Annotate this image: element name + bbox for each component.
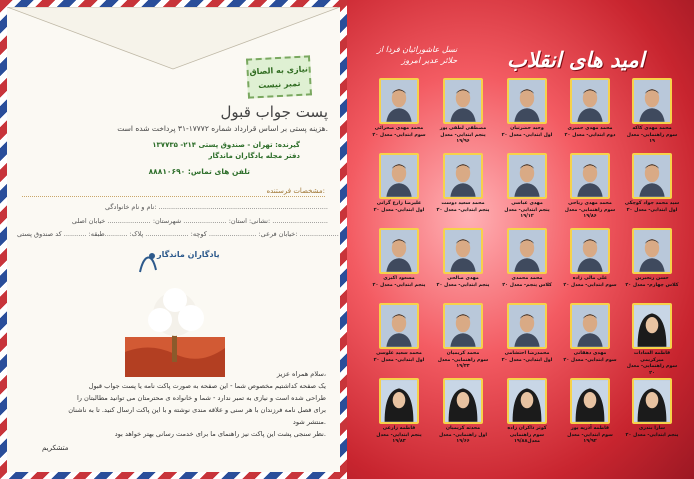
student-caption (624, 126, 680, 146)
student-caption (435, 126, 491, 146)
student-name: سارا بندری (638, 426, 666, 431)
student-caption (435, 201, 491, 214)
student-photo-boy-icon (570, 303, 610, 349)
student-caption (624, 201, 680, 214)
student-grade: پنجم ابتدایی- معدل ۲۰ (436, 282, 490, 288)
student-name: محمد سعید دوست (441, 201, 485, 206)
envelope-title: پست جواب قبول (220, 103, 328, 121)
student-grade: کلاس چهارم- معدل ۲۰ (625, 282, 679, 288)
student-row (369, 303, 691, 378)
student-photo-boy-icon (379, 228, 419, 274)
student-photo-boy-icon (570, 228, 610, 274)
student-caption (562, 351, 618, 364)
student-name: محمد مهدی ریاحی (568, 201, 612, 206)
student-row (369, 78, 691, 153)
students-page (347, 0, 694, 479)
student-name: علیرضا زارع گرانی (376, 201, 422, 206)
page-title: امید های انقلاب (507, 48, 645, 72)
student-grade: پنجم ابتدایی- معدل ۱۹/۹۶ (440, 132, 486, 144)
sender-street-field[interactable]: خیابان فرعی: ....................... کوچه: ..................... پلاک: ...........طبقه: ........... کد صندوق پستی: ................... (17, 230, 339, 238)
student-photo-boy-icon (570, 78, 610, 124)
student-grade: اول ابتدایی- معدل ۲۰ (373, 207, 425, 213)
student-name: مهدی عباسی (511, 201, 543, 206)
student-grade: سوم ابتدایی- معدل ۲۰ (563, 357, 617, 363)
student-photo-boy-icon (443, 228, 483, 274)
student-grade: سوم ابتدایی- معدل ۲۰ (372, 132, 426, 138)
student-photo-boy-icon (443, 153, 483, 199)
student-grade: پنجم ابتدایی- معدل ۲۰ (625, 432, 679, 438)
student-name: مهدی دهقانی (573, 351, 607, 356)
student-name: محمدرضا احتشامی (504, 351, 550, 356)
envelope-body (7, 7, 340, 472)
magazine-logo-text: یادگاران ماندگار (157, 250, 220, 259)
student-name: حسن رنجبرین (635, 276, 669, 281)
student-caption (435, 426, 491, 446)
sender-heading: مشخصات فرستنده: (22, 187, 325, 197)
student-caption (499, 126, 555, 139)
student-photo-boy-icon (507, 153, 547, 199)
student-photo-boy-icon (632, 153, 672, 199)
student-name: محمد مهدی حمیری (567, 126, 613, 131)
sender-name-field[interactable]: نام و نام خانوادگی: .................................................................................. (104, 203, 328, 211)
student-name: مصطفی لطفی پور (439, 126, 487, 131)
student-grade: اول راهنمایی- معدل ۱۹/۶۶ (438, 432, 488, 444)
student-name: مهدی صالحی (447, 276, 479, 281)
student-grade: اول ابتدایی- معدل ۲۰ (373, 357, 425, 363)
student-caption (499, 276, 555, 289)
student-caption (562, 426, 618, 446)
page-subtitle: نسل عاشورائیان فردا از حلائر عدیر امروز (377, 45, 458, 65)
student-photo-girl-icon (443, 378, 483, 424)
student-caption (562, 201, 618, 221)
student-photo-boy-icon (379, 78, 419, 124)
letter-signature: متشکریم (42, 444, 69, 452)
student-grade: دوم ابتدایی- معدل ۲۰ (564, 132, 616, 138)
student-photo-boy-icon (379, 153, 419, 199)
student-photo-boy-icon (507, 228, 547, 274)
student-photo-girl-icon (507, 378, 547, 424)
student-photo-girl-icon (632, 303, 672, 349)
student-grade: اول ابتدایی- معدل ۲۰ (501, 357, 553, 363)
recipient-address: گیرنده: تهران - صندوق پستی ۲۱۴- ۱۳۷۷۳۵ دفتر مجله یادگاران ماندگار (152, 141, 300, 160)
no-stamp-needed-badge: نیازی به الصاق تمبر نیست (246, 55, 312, 98)
student-name: فاطمه السادات میرکریمی (633, 351, 671, 363)
student-name: علی مالی زاده (572, 276, 608, 281)
student-caption (371, 201, 427, 214)
student-photo-boy-icon (632, 228, 672, 274)
student-photo-girl-icon (632, 378, 672, 424)
student-caption (371, 426, 427, 446)
student-grade: سوم راهنمایی معدل۱۹/۸۸ (509, 432, 545, 444)
student-photo-boy-icon (632, 78, 672, 124)
student-name: سید محمد جواد کوچکی (624, 201, 680, 206)
student-photo-girl-icon (570, 378, 610, 424)
student-photo-boy-icon (570, 153, 610, 199)
student-name: کوثر ذاکران زاده (507, 426, 547, 431)
students-grid (369, 78, 691, 453)
student-caption (499, 351, 555, 364)
student-photo-boy-icon (443, 303, 483, 349)
student-caption (371, 126, 427, 139)
contact-phone: تلفن های تماس: ۸۸۸۱۰۶۹۰ (148, 167, 250, 176)
student-photo-boy-icon (379, 303, 419, 349)
student-caption (435, 351, 491, 371)
student-grade: اول ابتدایی- معدل ۲۰ (626, 207, 678, 213)
student-caption (371, 351, 427, 364)
student-photo-girl-icon (379, 378, 419, 424)
student-grade: سوم راهنمایی- معدل ۱۹/۴۴ (437, 357, 489, 369)
student-grade: سوم ابتدایی- معدل ۱۹/۹۲ (567, 432, 613, 444)
flower-tree-icon (125, 282, 225, 377)
student-grade: سوم راهنمایی- معدل ۱۹ (626, 132, 678, 144)
student-caption (624, 426, 680, 439)
student-caption (562, 126, 618, 139)
letter-body: سلام همراه عزیز، یک صفحه کداشتیم مخصوص شما - این صفحه به صورت پاکت نامه یا پست جواب قبول طراحی شده است و نیازی به تمبر ندارد - شما و خانواده ی محترمتان می توانید مطالبتان را برای فصل نامه فرزندان با هر سنی و علاقه مندی نوشته و با این پاکت ارسال کنید. تا به ناشنان منتشر شود. نظر سنجی پشت این پاکت نیز راهنمای ما برای خدمت رسانی بهتر خواهد بود. (68, 370, 326, 438)
student-name: محمد سعید علوسی (376, 351, 422, 356)
student-name: محمد کریمیان (446, 351, 480, 356)
student-caption (435, 276, 491, 289)
student-name: فاطمه زارعی (382, 426, 416, 431)
student-grade: سوم راهنمایی- معدل ۲۰ (626, 364, 678, 376)
postage-note: هزینه پستی بر اساس قرارداد شماره ۱۷۷۷۲-۳۱ پرداخت شده است. (117, 124, 328, 133)
magazine-logo-icon (132, 242, 202, 282)
sender-address-field[interactable]: نشانی: استان: ..................... شهرستان: ..................... خیابان اصلی: ........................... (71, 217, 328, 225)
student-caption (624, 351, 680, 377)
student-row (369, 228, 691, 303)
student-grade: پنجم ابتدایی- معدل ۲۰ (372, 282, 426, 288)
student-grade: سوم راهنمایی- معدل ۱۹/۸۶ (564, 207, 616, 219)
student-caption (562, 276, 618, 289)
student-grade: کلاس پنجم- معدل ۲۰ (502, 282, 552, 288)
student-name: وحید حضرتیان (510, 126, 544, 131)
student-caption (624, 276, 680, 289)
student-name: محدثه کریمیان (445, 426, 481, 431)
student-caption (499, 201, 555, 221)
student-grade: پنجم ابتدایی- معدل ۲۰ (436, 207, 490, 213)
student-name: مسعود اکبری (383, 276, 415, 281)
student-grade: سوم ابتدایی- معدل ۲۰ (563, 282, 617, 288)
student-row (369, 153, 691, 228)
student-grade: اول ابتدایی- معدل ۲۰ (501, 132, 553, 138)
student-photo-boy-icon (507, 78, 547, 124)
student-caption (371, 276, 427, 289)
student-name: فاطمه آذرپه پور (570, 426, 610, 431)
student-row (369, 378, 691, 453)
student-name: محمد مهدی صحرائی (374, 126, 424, 131)
student-grade: پنجم ابتدایی- معدل ۱۹/۸۳ (376, 432, 422, 444)
student-photo-boy-icon (507, 303, 547, 349)
student-grade: پنجم ابتدایی- معدل ۱۹/۱۲ (504, 207, 550, 219)
student-name: محمد مهدی کاکه (632, 126, 672, 131)
student-photo-boy-icon (443, 78, 483, 124)
student-caption (499, 426, 555, 446)
student-name: محمد محمدی (511, 276, 543, 281)
